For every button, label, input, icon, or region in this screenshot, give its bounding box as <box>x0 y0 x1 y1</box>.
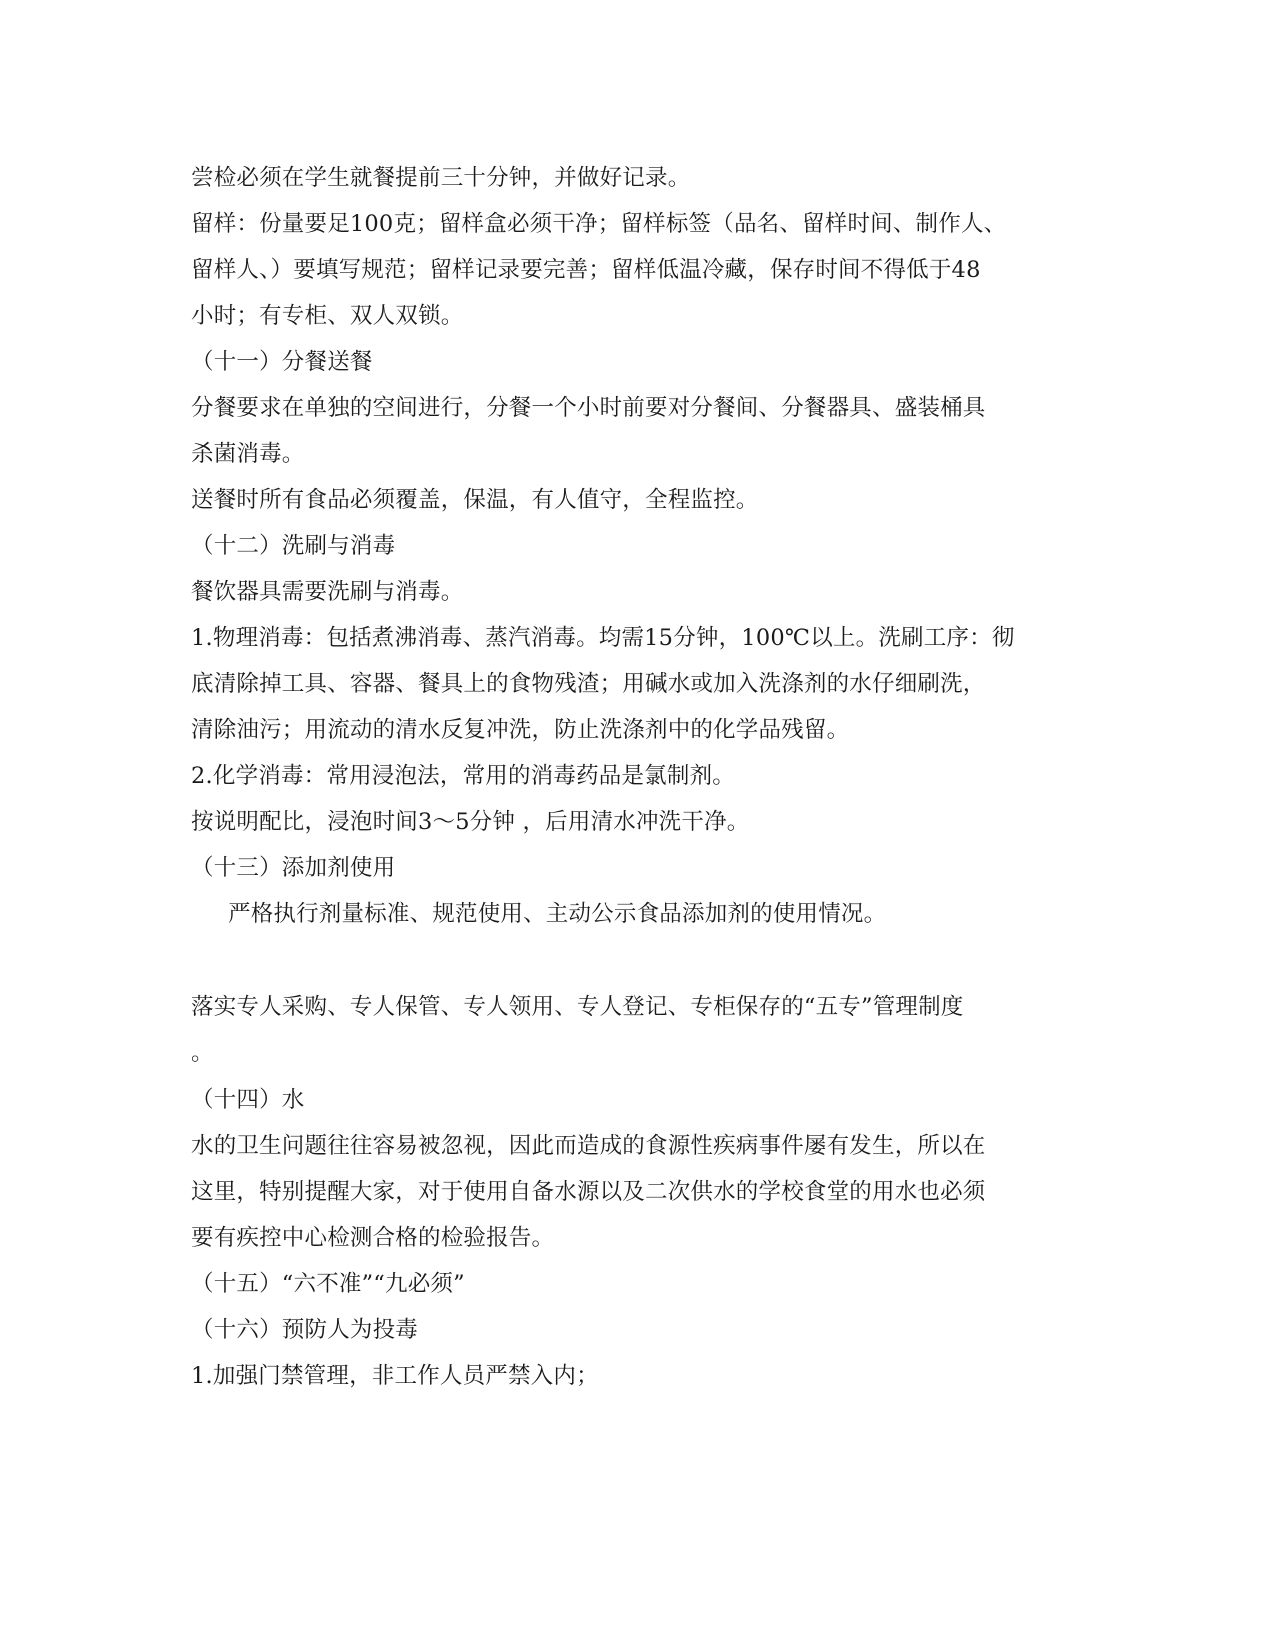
text-line: 尝检必须在学生就餐提前三十分钟，并做好记录。 <box>191 165 691 191</box>
text-line: 分餐要求在单独的空间进行，分餐一个小时前要对分餐间、分餐器具、盛装桶具 <box>191 395 986 421</box>
text-line: 留样：份量要足100克；留样盒必须干净；留样标签（品名、留样时间、制作人、 <box>191 211 1007 237</box>
text-line: 1.物理消毒：包括煮沸消毒、蒸汽消毒。均需15分钟，100℃以上。洗刷工序：彻 <box>191 625 1015 651</box>
text-line: 落实专人采购、专人保管、专人领用、专人登记、专柜保存的“五专”管理制度 <box>191 994 964 1020</box>
section-heading: （十五）“六不准”“九必须” <box>191 1271 465 1297</box>
text-line: 留样人、）要填写规范；留样记录要完善；留样低温冷藏，保存时间不得低于48 <box>191 257 981 283</box>
text-line: 。 <box>191 1040 214 1066</box>
text-line: 1.加强门禁管理，非工作人员严禁入内； <box>191 1363 599 1389</box>
text-line: 水的卫生问题往往容易被忽视，因此而造成的食源性疾病事件屡有发生，所以在 <box>191 1133 986 1159</box>
section-heading: （十六）预防人为投毒 <box>191 1317 419 1343</box>
text-line: 2.化学消毒：常用浸泡法，常用的消毒药品是氯制剂。 <box>191 763 735 789</box>
section-heading: （十一）分餐送餐 <box>191 349 373 375</box>
text-line: 送餐时所有食品必须覆盖，保温，有人值守，全程监控。 <box>191 487 759 513</box>
text-line: 小时；有专柜、双人双锁。 <box>191 303 464 329</box>
text-line: 按说明配比，浸泡时间3～5分钟 ，后用清水冲洗干净。 <box>191 809 750 835</box>
text-line: 餐饮器具需要洗刷与消毒。 <box>191 579 464 605</box>
text-line: 这里，特别提醒大家，对于使用自备水源以及二次供水的学校食堂的用水也必须 <box>191 1179 986 1205</box>
text-line: 杀菌消毒。 <box>191 441 305 467</box>
text-line: 清除油污；用流动的清水反复冲洗，防止洗涤剂中的化学品残留。 <box>191 717 850 743</box>
section-heading: （十三）添加剂使用 <box>191 855 396 881</box>
section-heading: （十二）洗刷与消毒 <box>191 533 396 559</box>
text-line: 要有疾控中心检测合格的检验报告。 <box>191 1225 555 1251</box>
text-line: 底清除掉工具、容器、餐具上的食物残渣；用碱水或加入洗涤剂的水仔细刷洗， <box>191 671 986 697</box>
section-heading: （十四）水 <box>191 1087 305 1113</box>
text-line: 严格执行剂量标准、规范使用、主动公示食品添加剂的使用情况。 <box>228 901 887 927</box>
